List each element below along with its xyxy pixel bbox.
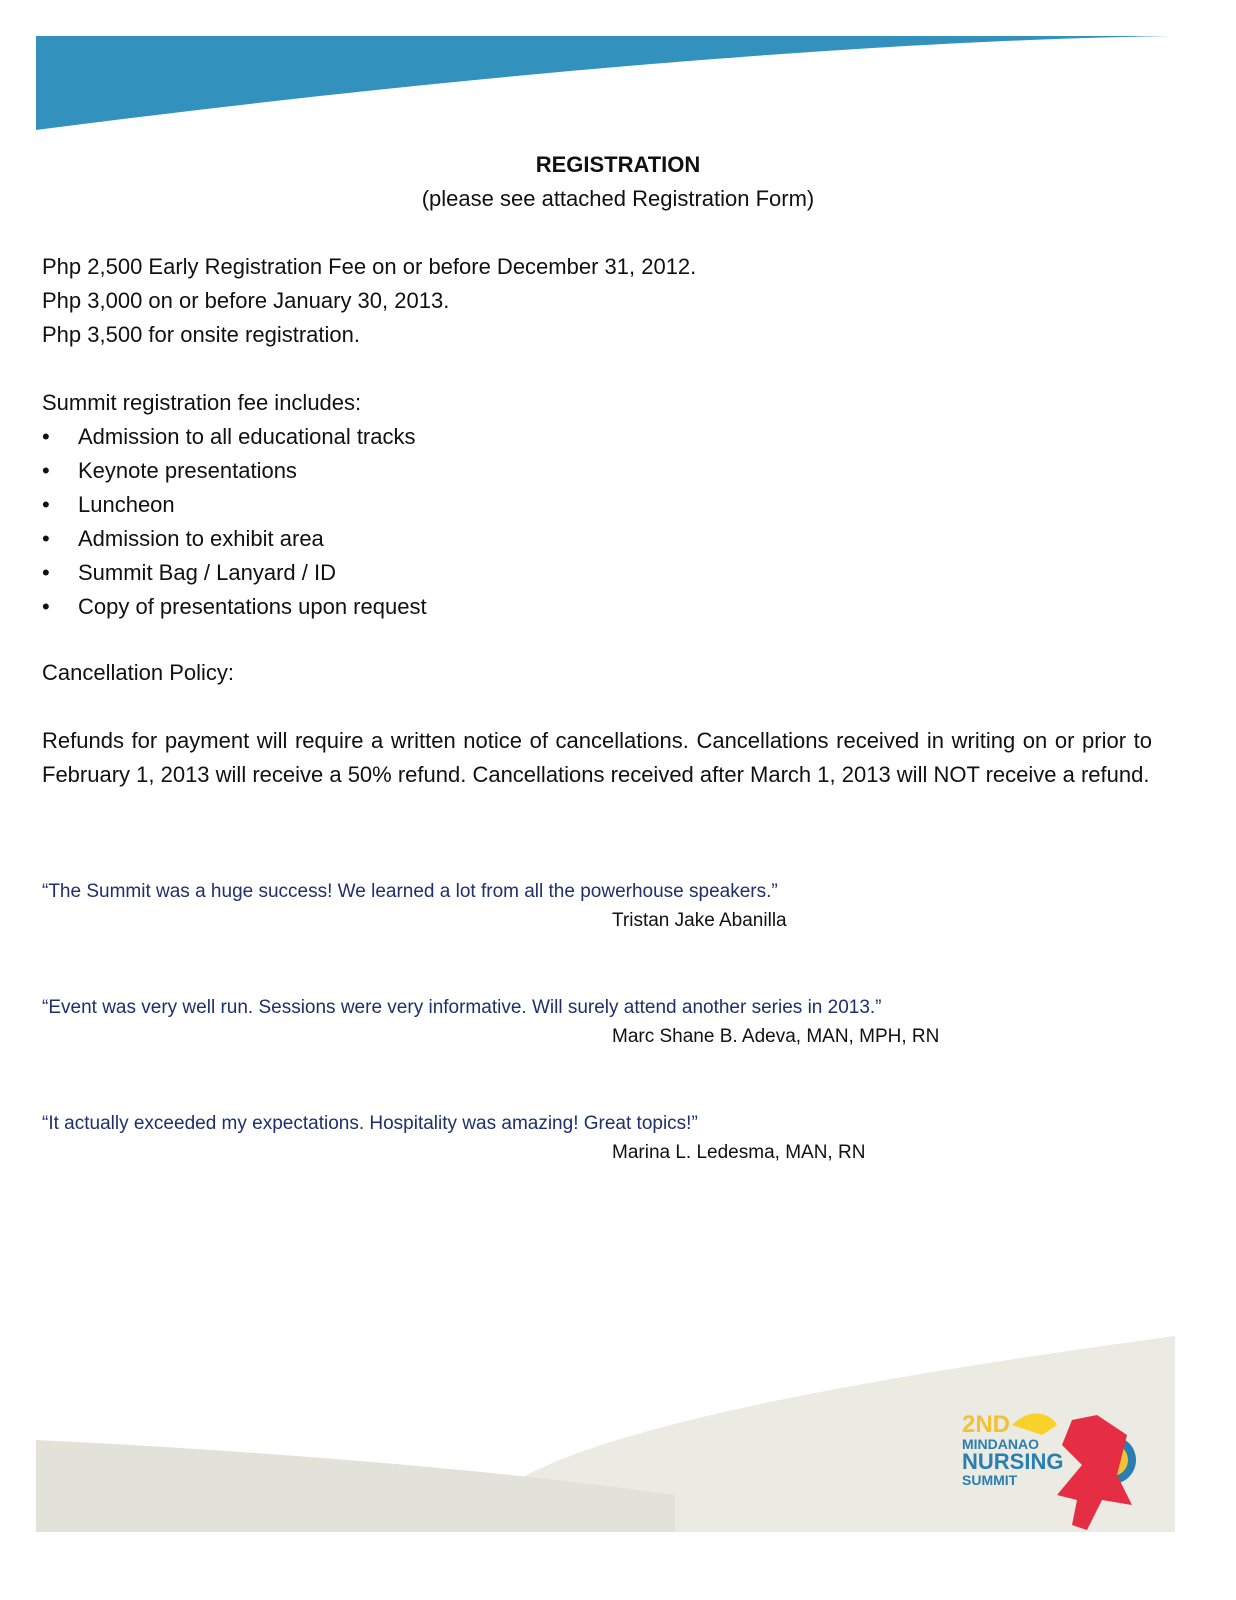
list-item: • Admission to all educational tracks	[42, 420, 427, 454]
bullet-icon: •	[42, 594, 50, 619]
list-item: • Copy of presentations upon request	[42, 590, 427, 624]
fee-line: Php 3,500 for onsite registration.	[42, 322, 360, 347]
summit-logo: 2ND MINDANAO NURSING SUMMIT	[962, 1405, 1152, 1535]
testimonial-quote: “The Summit was a huge success! We learned a lot from all the powerhouse speakers.”	[42, 881, 778, 902]
page-title: REGISTRATION	[535, 152, 701, 177]
bullet-icon: •	[42, 458, 50, 483]
list-item: • Summit Bag / Lanyard / ID	[42, 556, 427, 590]
list-item: • Admission to exhibit area	[42, 522, 427, 556]
testimonial-author: Marc Shane B. Adeva, MAN, MPH, RN	[612, 1026, 940, 1047]
list-item: • Keynote presentations	[42, 454, 427, 488]
fee-line: Php 3,000 on or before January 30, 2013.	[42, 288, 450, 313]
testimonial-quote: “It actually exceeded my expectations. Hospitality was amazing! Great topics!”	[42, 1113, 698, 1134]
testimonial-quote: “Event was very well run. Sessions were very informative. Will surely attend another series in 2013.”	[42, 997, 882, 1018]
bullet-icon: •	[42, 424, 50, 449]
cancellation-heading: Cancellation Policy:	[42, 660, 234, 685]
list-item: • Luncheon	[42, 488, 427, 522]
page-subtitle: (please see attached Registration Form)	[421, 186, 815, 211]
bullet-icon: •	[42, 526, 50, 551]
testimonial-author: Tristan Jake Abanilla	[612, 910, 787, 931]
includes-heading: Summit registration fee includes:	[42, 390, 362, 415]
testimonial-author: Marina L. Ledesma, MAN, RN	[612, 1142, 866, 1163]
includes-list	[42, 420, 427, 624]
bullet-icon: •	[42, 560, 50, 585]
cancellation-text: Refunds for payment will require a written notice of cancellations. Cancellations received in writing on or prior to February 1, 2013 will receive a 50% refund. Cancellations received after March 1, 2013 will NOT receive a refund.	[42, 728, 1152, 787]
bullet-icon: •	[42, 492, 50, 517]
header-wave	[36, 36, 1172, 130]
fee-line: Php 2,500 Early Registration Fee on or before December 31, 2012.	[42, 254, 697, 279]
